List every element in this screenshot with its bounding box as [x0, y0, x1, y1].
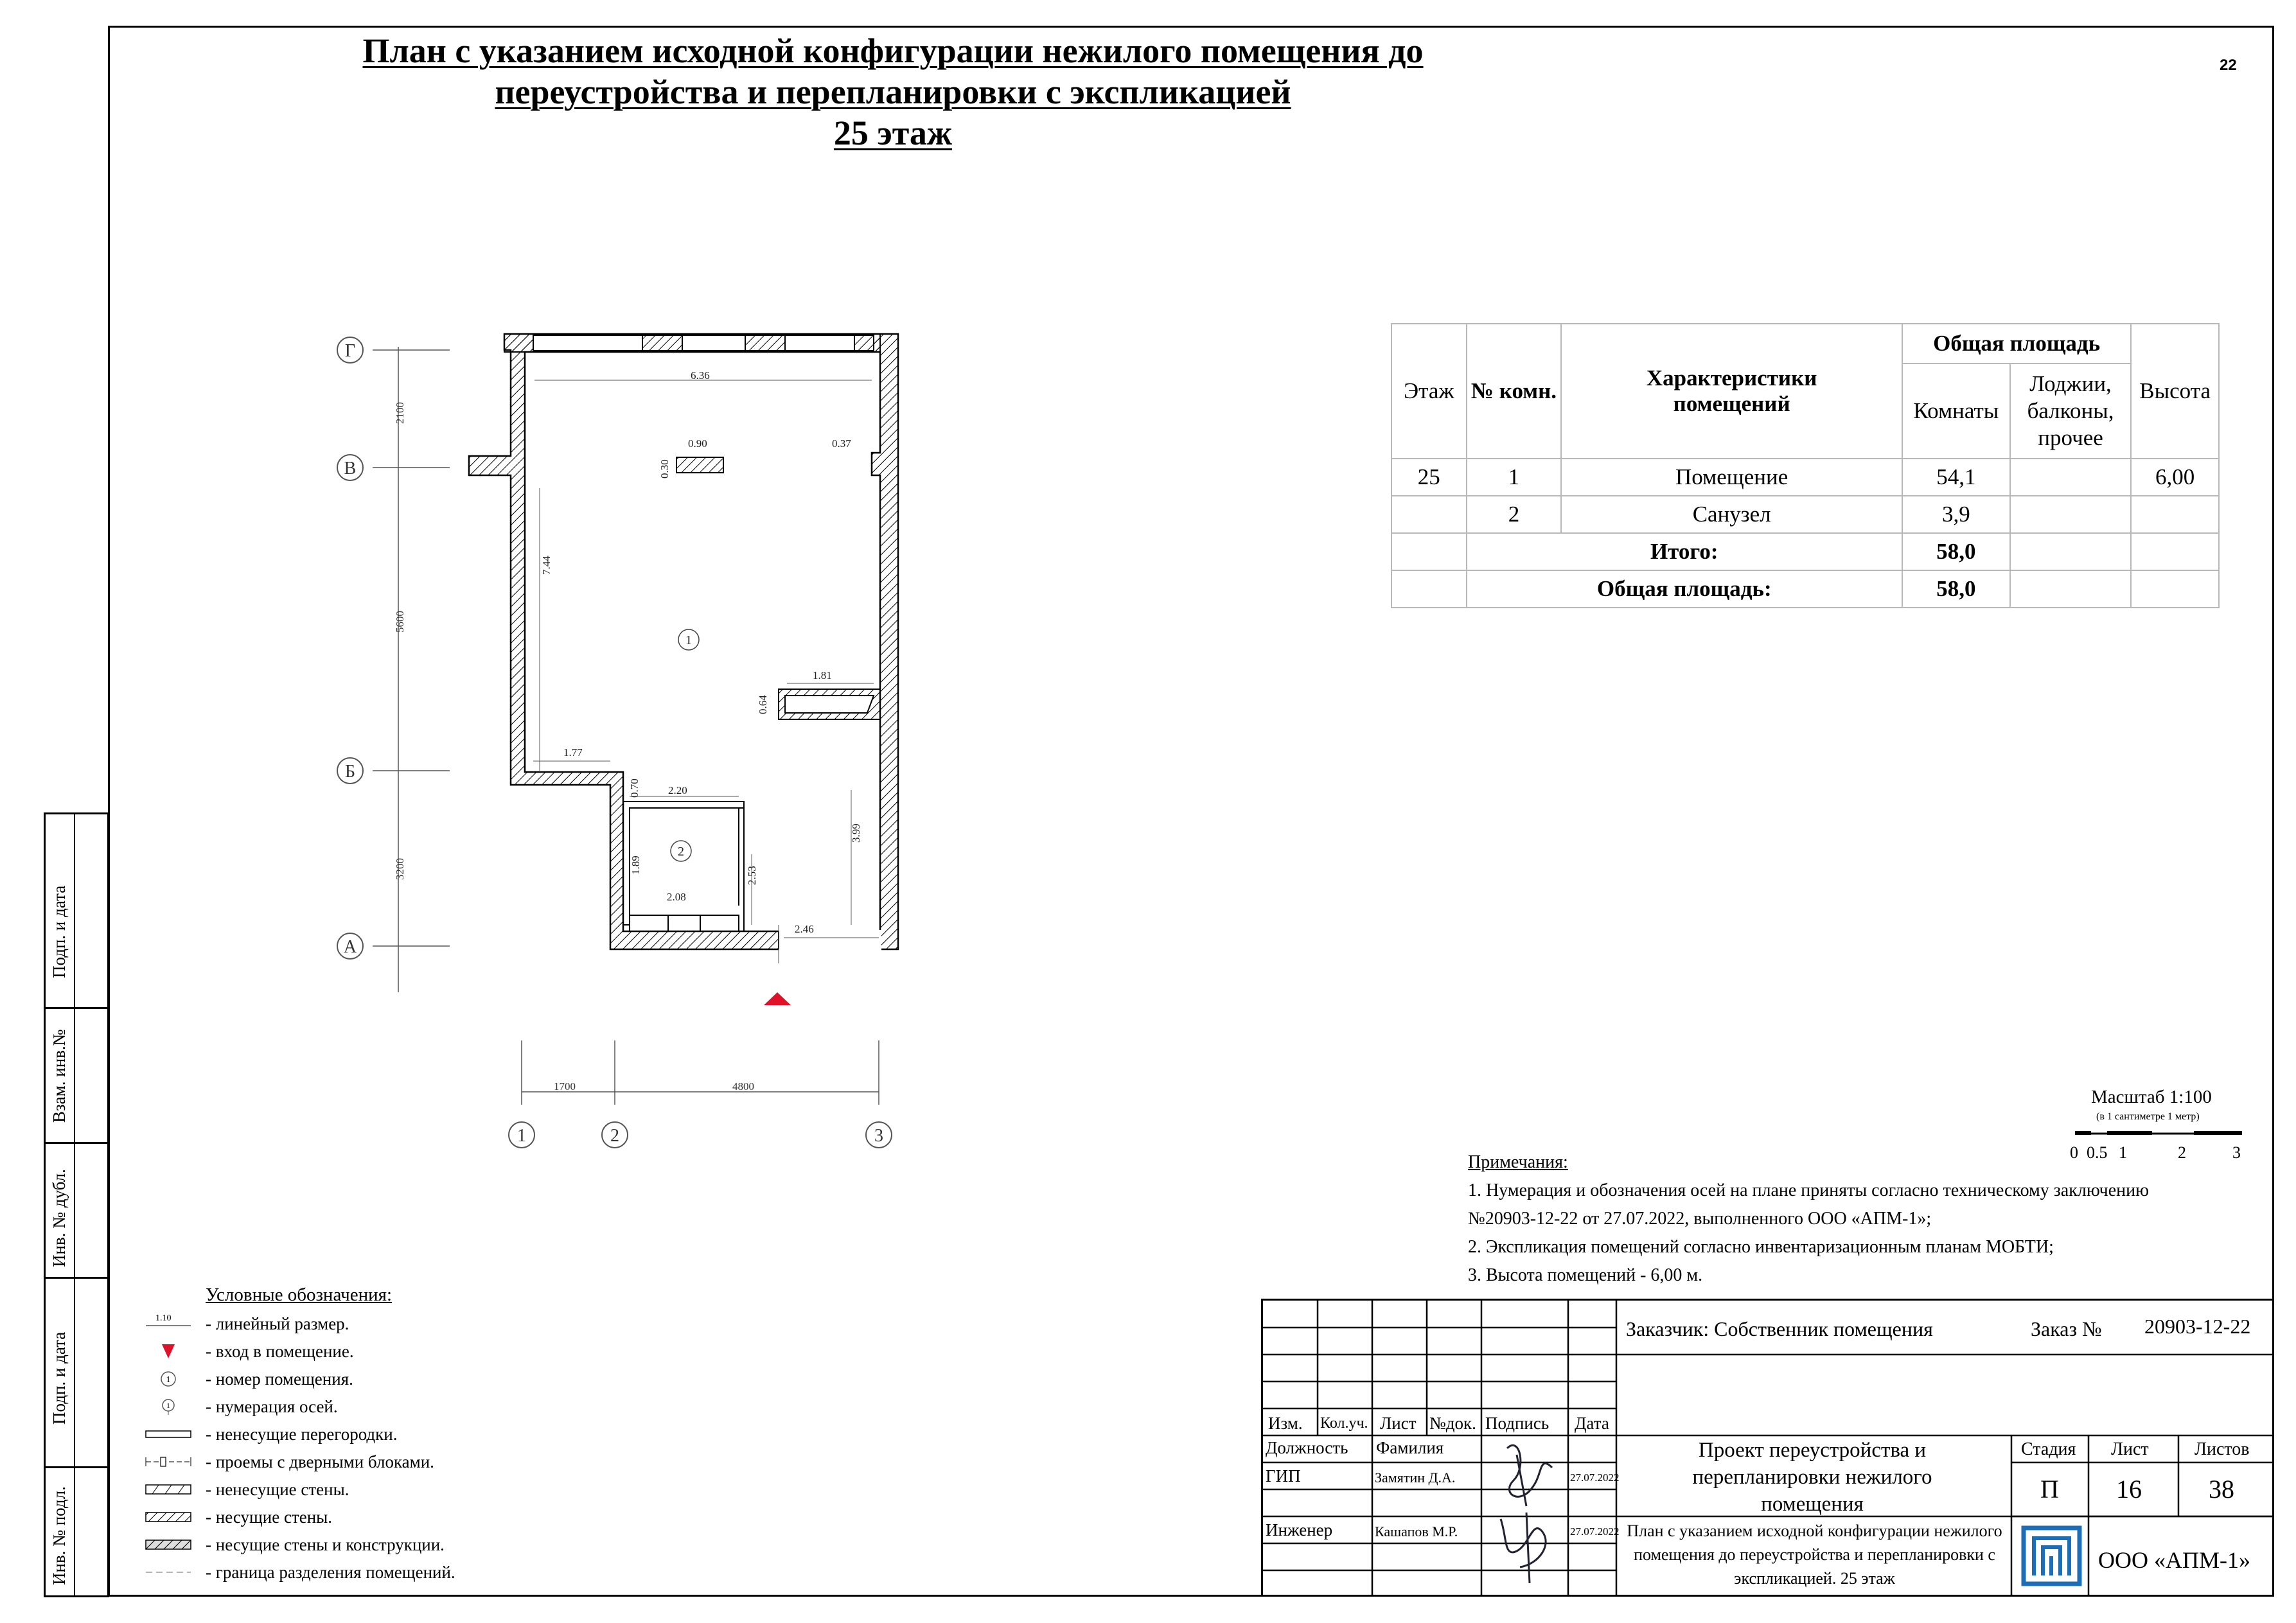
company-logo	[2021, 1525, 2082, 1586]
axis-label: Г	[344, 341, 356, 361]
order-number: 20903-12-22	[2144, 1315, 2251, 1338]
row-dim: 2100	[394, 402, 406, 424]
dim-notch: 0.37	[832, 437, 851, 450]
axis-label: Б	[344, 762, 356, 782]
axis-dimension-lines	[373, 347, 879, 1105]
person-name: Замятин Д.А.	[1375, 1469, 1456, 1486]
table-row: 2 Санузел 3,9	[1391, 496, 2219, 533]
floor-plan	[0, 0, 964, 1188]
door-opening-symbol	[143, 1453, 194, 1470]
page-number: 22	[2220, 57, 2237, 74]
legend-dimension: 1.10 - линейный размер.	[206, 1314, 349, 1334]
sheet-title: План с указанием исходной конфигурации нежилого помещения до переустройства и перепланировки с экспликацией. 25 этаж	[1627, 1522, 2002, 1588]
window	[533, 335, 874, 351]
explication-table	[1391, 323, 2220, 608]
table-row: 25 1 Помещение 54,1 6,00	[1391, 459, 2219, 496]
stage-value: П	[2040, 1475, 2059, 1504]
niche	[779, 689, 880, 719]
svg-text:1: 1	[166, 1402, 170, 1410]
dim-column-h: 0.30	[658, 459, 671, 478]
legend-heading: Условные обозначения:	[206, 1285, 393, 1305]
total-row: Общая площадь: 58,0	[1391, 570, 2219, 608]
sheets-label: Листов	[2194, 1439, 2250, 1459]
side-label: Инв. № подл.	[49, 1486, 69, 1585]
axis-label: 2	[610, 1126, 619, 1146]
legend-room-number: 1 - номер помещения.	[206, 1369, 353, 1389]
person-name: Кашапов М.Р.	[1375, 1523, 1458, 1540]
notes	[1468, 1148, 2271, 1290]
sheets-value: 38	[2209, 1475, 2234, 1504]
note-item: №20903-12-22 от 27.07.2022, выполненного ООО «АПМ-1»;	[1468, 1209, 1932, 1229]
note-item: 1. Нумерация и обозначения осей на плане приняты согласно техническому заключению	[1468, 1180, 2150, 1200]
legend-nonbearing-walls: - ненесущие стены.	[206, 1480, 349, 1500]
header-loggias: Лоджии, балконы, прочее	[2010, 364, 2131, 459]
col-dim: 1700	[554, 1080, 576, 1092]
project-name: Проект переустройства и перепланировки нежилого помещения	[1692, 1439, 1932, 1516]
header-characteristics: Характеристики помещений	[1561, 324, 1902, 459]
note-item: 2. Экспликация помещений согласно инвентаризационным планам МОБТИ;	[1468, 1237, 2054, 1257]
svg-text:0: 0	[2070, 1143, 2078, 1162]
scale-label: Масштаб 1:100	[2091, 1087, 2212, 1107]
legend-boundary: - граница разделения помещений.	[206, 1563, 455, 1583]
person-role: Инженер	[1266, 1520, 1333, 1540]
person-date: 27.07.2022	[1570, 1471, 1620, 1484]
legend-partitions: - ненесущие перегородки.	[206, 1425, 397, 1444]
side-label: Инв. № дубл.	[49, 1169, 69, 1267]
axis-label: А	[343, 937, 357, 957]
title-line-3: 25 этаж	[833, 114, 953, 152]
col-kol: Кол.уч.	[1320, 1415, 1368, 1432]
svg-text:1: 1	[2119, 1143, 2127, 1162]
col-list: Лист	[1380, 1414, 1417, 1433]
dim-entry-w: 2.46	[795, 923, 814, 935]
col-dim: 4800	[732, 1080, 754, 1092]
entry-marker	[764, 992, 791, 1005]
col-date: Дата	[1575, 1414, 1609, 1433]
customer: Заказчик: Собственник помещения	[1626, 1317, 1933, 1340]
scale-sublabel: (в 1 сантиметре 1 метр)	[2096, 1111, 2200, 1122]
header-height: Высота	[2131, 324, 2219, 459]
side-label: Взам. инв.№	[49, 1029, 69, 1123]
dim-column-w: 0.90	[688, 437, 707, 450]
position-label: Должность	[1266, 1438, 1348, 1457]
entry-marker-icon	[143, 1343, 194, 1360]
title-block	[1261, 1299, 2274, 1597]
dim-niche-h: 0.64	[757, 695, 769, 714]
legend-bearing-walls: - несущие стены.	[206, 1507, 332, 1527]
col-izm: Изм.	[1268, 1414, 1303, 1433]
col-doc: №док.	[1429, 1414, 1476, 1433]
axis-label: 3	[874, 1126, 883, 1146]
header-total-area: Общая площадь	[1902, 324, 2131, 364]
svg-text:3: 3	[2232, 1143, 2241, 1162]
dimension-symbol	[143, 1313, 194, 1329]
side-stamp	[44, 812, 109, 1597]
axis-bubble-icon	[143, 1398, 194, 1415]
company-name: ООО «АПМ-1»	[2098, 1547, 2250, 1573]
legend-doors: - проемы с дверными блоками.	[206, 1452, 434, 1472]
col-sign: Подпись	[1485, 1414, 1550, 1433]
side-label: Подп. и дата	[49, 1331, 69, 1425]
bearing-wall-symbol	[143, 1509, 194, 1525]
signatures	[1481, 1429, 1568, 1590]
entry-opening	[779, 930, 881, 951]
dim-left-len: 7.44	[540, 556, 552, 575]
pier	[504, 334, 533, 352]
svg-text:2: 2	[2178, 1143, 2186, 1162]
pier	[745, 334, 785, 352]
dim-wc-inner-h: 2.53	[746, 866, 758, 885]
axis-label: 1	[517, 1126, 526, 1146]
dim-step-w: 1.77	[563, 746, 583, 759]
header-floor: Этаж	[1391, 324, 1467, 459]
room-number-icon	[143, 1371, 194, 1387]
svg-text:0.5: 0.5	[2087, 1143, 2108, 1162]
person-date: 27.07.2022	[1570, 1525, 1620, 1538]
header-rooms: Комнаты	[1902, 364, 2010, 459]
axis-label: В	[344, 459, 357, 478]
header-room-no: № комн.	[1467, 324, 1562, 459]
nonbearing-wall-symbol	[143, 1481, 194, 1498]
svg-text:1.10: 1.10	[155, 1313, 172, 1323]
partition-symbol	[143, 1426, 194, 1443]
stage-label: Стадия	[2021, 1439, 2076, 1459]
dim-wc-bottom: 2.08	[667, 891, 686, 903]
room-number: 2	[678, 845, 684, 859]
itogo-row: Итого: 58,0	[1391, 533, 2219, 570]
room-number: 1	[685, 633, 692, 647]
note-item: 3. Высота помещений - 6,00 м.	[1468, 1265, 1703, 1285]
surname-label: Фамилия	[1376, 1438, 1444, 1457]
person-role: ГИП	[1266, 1466, 1301, 1486]
pier	[642, 334, 682, 352]
title-line-1: План с указанием исходной конфигурации нежилого помещения до	[362, 31, 1424, 70]
side-label: Подп. и дата	[49, 885, 69, 978]
boundary-symbol	[143, 1564, 194, 1581]
dim-right-lower: 3.99	[850, 823, 862, 843]
svg-text:1: 1	[166, 1375, 171, 1385]
row-dim: 3200	[394, 858, 406, 880]
sheet-value: 16	[2116, 1475, 2142, 1504]
order-label: Заказ №	[2031, 1317, 2102, 1340]
legend-entry: - вход в помещение.	[206, 1342, 354, 1362]
bearing-structure-symbol	[143, 1536, 194, 1553]
dim-niche-w: 1.81	[813, 669, 832, 681]
column	[676, 457, 723, 473]
notes-heading: Примечания:	[1468, 1152, 1568, 1172]
dim-top-width: 6.36	[691, 369, 710, 382]
dim-wc-h: 1.89	[630, 855, 642, 875]
row-dim: 5600	[394, 611, 406, 633]
dim-wc-top: 2.20	[668, 784, 687, 796]
sheet-label: Лист	[2111, 1439, 2149, 1459]
title-line-2: переустройства и перепланировки с экспликацией	[495, 73, 1291, 111]
pier	[854, 334, 880, 352]
legend	[77, 1285, 527, 1593]
dim-step-h: 0.70	[628, 778, 640, 798]
legend-bearing-structures: - несущие стены и конструкции.	[206, 1535, 445, 1555]
legend-axis: 1 - нумерация осей.	[206, 1397, 338, 1417]
